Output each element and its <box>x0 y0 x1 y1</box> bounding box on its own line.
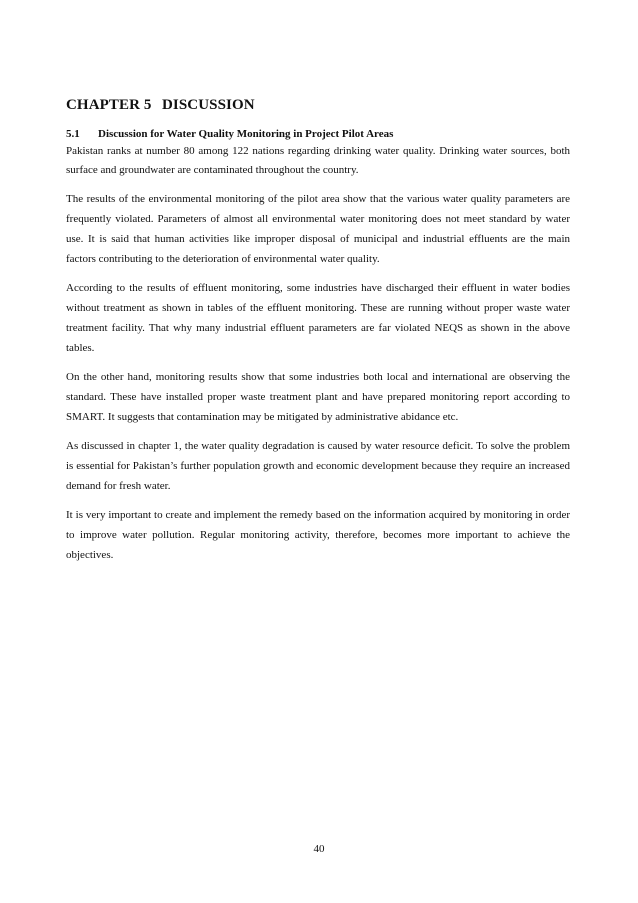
paragraph-2: The results of the environmental monitoring of the pilot area show that the various water quality parameters are frequently violated. Parameters of almost all environmental water monitoring does not meet standard by water use. It is said that human activities like improper disposal of municipal and industrial effluents are the main factors contributing to the deterioration of environmental water quality. <box>66 193 570 265</box>
paragraph-3: According to the results of effluent monitoring, some industries have discharged their effluent in water bodies without treatment as shown in tables of the effluent monitoring. These are running without proper waste water treatment facility. That why many industrial effluent parameters are far violated NEQS as shown in the above tables. <box>66 282 570 354</box>
section-number: 5.1 <box>66 128 80 140</box>
section-heading <box>66 126 570 142</box>
page-content <box>66 96 570 574</box>
paragraph-6: It is very important to create and implement the remedy based on the information acquired by monitoring in order to improve water pollution. Regular monitoring activity, therefore, becomes more important to achieve the objectives. <box>66 509 570 561</box>
page-number: 40 <box>313 843 325 855</box>
paragraph-4: On the other hand, monitoring results show that some industries both local and international are observing the standard. These have installed proper waste treatment plant and have prepared monitoring report according to SMART. It suggests that contamination may be mitigated by administrative abidance etc. <box>66 371 570 423</box>
paragraph-5: As discussed in chapter 1, the water quality degradation is caused by water resource deficit. To solve the problem is essential for Pakistan’s further population growth and economic development because they require an increased demand for fresh water. <box>66 440 570 492</box>
chapter-title: DISCUSSION <box>162 97 255 113</box>
paragraph-1: Pakistan ranks at number 80 among 122 nations regarding drinking water quality. Drinking water sources, both surface and groundwater are contaminated throughout the country. <box>66 145 570 176</box>
chapter-heading <box>66 96 570 114</box>
chapter-number: CHAPTER 5 <box>66 97 152 113</box>
section-title: Discussion for Water Quality Monitoring in Project Pilot Areas <box>98 128 394 140</box>
